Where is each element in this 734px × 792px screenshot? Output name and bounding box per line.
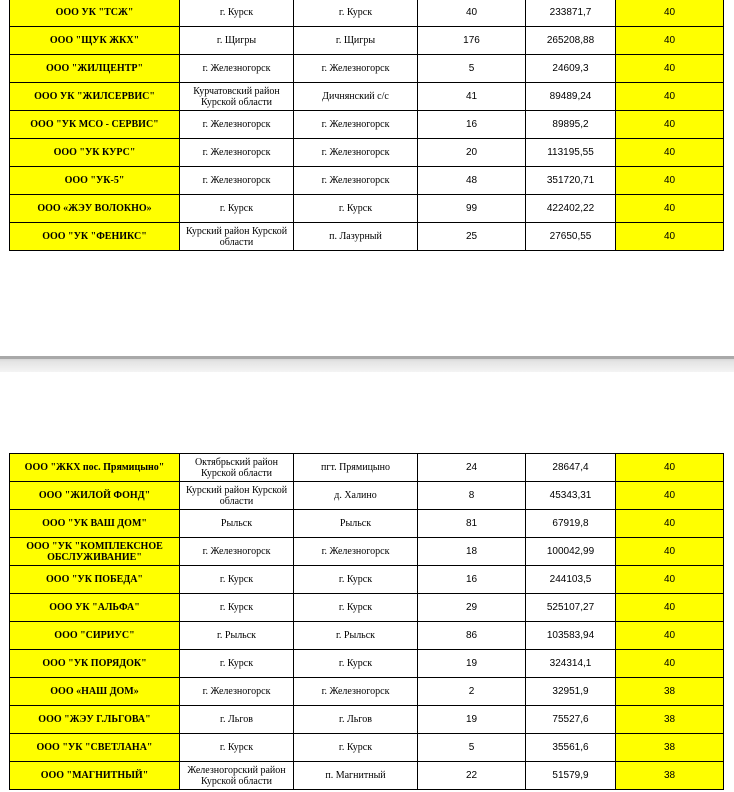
locality-cell: г. Льгов bbox=[294, 706, 418, 734]
area-cell: 525107,27 bbox=[526, 594, 616, 622]
score-cell: 40 bbox=[616, 454, 724, 482]
district-cell: г. Рыльск bbox=[180, 622, 294, 650]
district-cell: г. Железногорск bbox=[180, 538, 294, 566]
houses-count-cell: 20 bbox=[418, 139, 526, 167]
houses-count-cell: 16 bbox=[418, 566, 526, 594]
score-cell: 40 bbox=[616, 482, 724, 510]
table-row bbox=[10, 706, 724, 734]
district-cell: г. Курск bbox=[180, 594, 294, 622]
score-cell: 38 bbox=[616, 706, 724, 734]
district-cell: г. Курск bbox=[180, 0, 294, 27]
score-cell: 40 bbox=[616, 195, 724, 223]
company-name: ООО "ЖИЛЦЕНТР" bbox=[10, 55, 180, 83]
table-row bbox=[10, 195, 724, 223]
houses-count-cell: 86 bbox=[418, 622, 526, 650]
district-cell: г. Курск bbox=[180, 734, 294, 762]
locality-cell: г. Курск bbox=[294, 650, 418, 678]
houses-count-cell: 40 bbox=[418, 0, 526, 27]
table-row bbox=[10, 223, 724, 251]
table-row bbox=[10, 594, 724, 622]
table-row bbox=[10, 734, 724, 762]
locality-cell: п. Магнитный bbox=[294, 762, 418, 790]
area-cell: 422402,22 bbox=[526, 195, 616, 223]
company-name: ООО "УК "ФЕНИКС" bbox=[10, 223, 180, 251]
district-cell: Курский район Курской области bbox=[180, 223, 294, 251]
table-row bbox=[10, 167, 724, 195]
district-cell: г. Железногорск bbox=[180, 678, 294, 706]
houses-count-cell: 48 bbox=[418, 167, 526, 195]
company-name: ООО "УК МСО - СЕРВИС" bbox=[10, 111, 180, 139]
locality-cell: п. Лазурный bbox=[294, 223, 418, 251]
score-cell: 40 bbox=[616, 510, 724, 538]
locality-cell: г. Курск bbox=[294, 594, 418, 622]
houses-count-cell: 19 bbox=[418, 706, 526, 734]
locality-cell: г. Железногорск bbox=[294, 167, 418, 195]
area-cell: 103583,94 bbox=[526, 622, 616, 650]
locality-cell: г. Щигры bbox=[294, 27, 418, 55]
score-cell: 40 bbox=[616, 538, 724, 566]
company-name: ООО «ЖЭУ ВОЛОКНО» bbox=[10, 195, 180, 223]
area-cell: 351720,71 bbox=[526, 167, 616, 195]
locality-cell: пгт. Прямицыно bbox=[294, 454, 418, 482]
table-row bbox=[10, 83, 724, 111]
score-cell: 40 bbox=[616, 622, 724, 650]
houses-count-cell: 176 bbox=[418, 27, 526, 55]
locality-cell: г. Железногорск bbox=[294, 55, 418, 83]
table-row bbox=[10, 27, 724, 55]
score-cell: 38 bbox=[616, 762, 724, 790]
area-cell: 324314,1 bbox=[526, 650, 616, 678]
district-cell: г. Льгов bbox=[180, 706, 294, 734]
score-cell: 40 bbox=[616, 223, 724, 251]
district-cell: г. Железногорск bbox=[180, 111, 294, 139]
score-cell: 38 bbox=[616, 734, 724, 762]
company-name: ООО "ЩУК ЖКХ" bbox=[10, 27, 180, 55]
table-row bbox=[10, 538, 724, 566]
table-row bbox=[10, 482, 724, 510]
company-name: ООО УК "ТСЖ" bbox=[10, 0, 180, 27]
houses-count-cell: 19 bbox=[418, 650, 526, 678]
locality-cell: г. Железногорск bbox=[294, 678, 418, 706]
district-cell: Курчатовский район Курской области bbox=[180, 83, 294, 111]
table-row bbox=[10, 678, 724, 706]
area-cell: 89895,2 bbox=[526, 111, 616, 139]
table-body-page-2 bbox=[10, 454, 724, 790]
houses-count-cell: 25 bbox=[418, 223, 526, 251]
district-cell: Курский район Курской области bbox=[180, 482, 294, 510]
houses-count-cell: 29 bbox=[418, 594, 526, 622]
table-row bbox=[10, 139, 724, 167]
district-cell: г. Железногорск bbox=[180, 55, 294, 83]
table-row bbox=[10, 454, 724, 482]
area-cell: 113195,55 bbox=[526, 139, 616, 167]
score-cell: 38 bbox=[616, 678, 724, 706]
companies-table-page-2 bbox=[9, 453, 724, 790]
company-name: ООО "УК "СВЕТЛАНА" bbox=[10, 734, 180, 762]
company-name: ООО "ЖИЛОЙ ФОНД" bbox=[10, 482, 180, 510]
score-cell: 40 bbox=[616, 111, 724, 139]
houses-count-cell: 16 bbox=[418, 111, 526, 139]
table-row bbox=[10, 650, 724, 678]
area-cell: 244103,5 bbox=[526, 566, 616, 594]
houses-count-cell: 5 bbox=[418, 734, 526, 762]
area-cell: 28647,4 bbox=[526, 454, 616, 482]
area-cell: 27650,55 bbox=[526, 223, 616, 251]
district-cell: г. Курск bbox=[180, 650, 294, 678]
table-row bbox=[10, 55, 724, 83]
locality-cell: г. Курск bbox=[294, 734, 418, 762]
score-cell: 40 bbox=[616, 83, 724, 111]
area-cell: 75527,6 bbox=[526, 706, 616, 734]
district-cell: г. Железногорск bbox=[180, 167, 294, 195]
district-cell: Октябрьский район Курской области bbox=[180, 454, 294, 482]
district-cell: г. Курск bbox=[180, 195, 294, 223]
area-cell: 35561,6 bbox=[526, 734, 616, 762]
table-body-page-1 bbox=[10, 0, 724, 251]
company-name: ООО "ЖКХ пос. Прямицыно" bbox=[10, 454, 180, 482]
area-cell: 265208,88 bbox=[526, 27, 616, 55]
score-cell: 40 bbox=[616, 55, 724, 83]
houses-count-cell: 8 bbox=[418, 482, 526, 510]
district-cell: г. Железногорск bbox=[180, 139, 294, 167]
score-cell: 40 bbox=[616, 139, 724, 167]
locality-cell: г. Железногорск bbox=[294, 111, 418, 139]
area-cell: 89489,24 bbox=[526, 83, 616, 111]
company-name: ООО "УК ВАШ ДОМ" bbox=[10, 510, 180, 538]
company-name: ООО "УК ПОРЯДОК" bbox=[10, 650, 180, 678]
table-row bbox=[10, 0, 724, 27]
company-name: ООО "УК-5" bbox=[10, 167, 180, 195]
table-row bbox=[10, 111, 724, 139]
locality-cell: г. Рыльск bbox=[294, 622, 418, 650]
area-cell: 233871,7 bbox=[526, 0, 616, 27]
houses-count-cell: 24 bbox=[418, 454, 526, 482]
company-name: ООО "УК "КОМПЛЕКСНОЕ ОБСЛУЖИВАНИЕ" bbox=[10, 538, 180, 566]
district-cell: г. Курск bbox=[180, 566, 294, 594]
locality-cell: г. Курск bbox=[294, 195, 418, 223]
score-cell: 40 bbox=[616, 27, 724, 55]
company-name: ООО "ЖЭУ Г.ЛЬГОВА" bbox=[10, 706, 180, 734]
houses-count-cell: 81 bbox=[418, 510, 526, 538]
company-name: ООО "УК КУРС" bbox=[10, 139, 180, 167]
district-cell: Рыльск bbox=[180, 510, 294, 538]
company-name: ООО «НАШ ДОМ» bbox=[10, 678, 180, 706]
area-cell: 45343,31 bbox=[526, 482, 616, 510]
houses-count-cell: 2 bbox=[418, 678, 526, 706]
company-name: ООО "МАГНИТНЫЙ" bbox=[10, 762, 180, 790]
locality-cell: г. Железногорск bbox=[294, 139, 418, 167]
table-row bbox=[10, 762, 724, 790]
houses-count-cell: 99 bbox=[418, 195, 526, 223]
score-cell: 40 bbox=[616, 594, 724, 622]
houses-count-cell: 5 bbox=[418, 55, 526, 83]
houses-count-cell: 41 bbox=[418, 83, 526, 111]
company-name: ООО УК "АЛЬФА" bbox=[10, 594, 180, 622]
locality-cell: г. Курск bbox=[294, 566, 418, 594]
table-row bbox=[10, 566, 724, 594]
locality-cell: г. Железногорск bbox=[294, 538, 418, 566]
area-cell: 24609,3 bbox=[526, 55, 616, 83]
page-break bbox=[0, 356, 734, 372]
houses-count-cell: 22 bbox=[418, 762, 526, 790]
locality-cell: Дичнянский с/с bbox=[294, 83, 418, 111]
area-cell: 100042,99 bbox=[526, 538, 616, 566]
score-cell: 40 bbox=[616, 650, 724, 678]
score-cell: 40 bbox=[616, 566, 724, 594]
score-cell: 40 bbox=[616, 0, 724, 27]
locality-cell: Рыльск bbox=[294, 510, 418, 538]
companies-table-page-1 bbox=[9, 0, 724, 251]
locality-cell: г. Курск bbox=[294, 0, 418, 27]
company-name: ООО "УК ПОБЕДА" bbox=[10, 566, 180, 594]
company-name: ООО УК "ЖИЛСЕРВИС" bbox=[10, 83, 180, 111]
district-cell: Железногорский район Курской области bbox=[180, 762, 294, 790]
table-row bbox=[10, 510, 724, 538]
houses-count-cell: 18 bbox=[418, 538, 526, 566]
district-cell: г. Щигры bbox=[180, 27, 294, 55]
area-cell: 51579,9 bbox=[526, 762, 616, 790]
locality-cell: д. Халино bbox=[294, 482, 418, 510]
score-cell: 40 bbox=[616, 167, 724, 195]
area-cell: 32951,9 bbox=[526, 678, 616, 706]
table-row bbox=[10, 622, 724, 650]
company-name: ООО "СИРИУС" bbox=[10, 622, 180, 650]
area-cell: 67919,8 bbox=[526, 510, 616, 538]
